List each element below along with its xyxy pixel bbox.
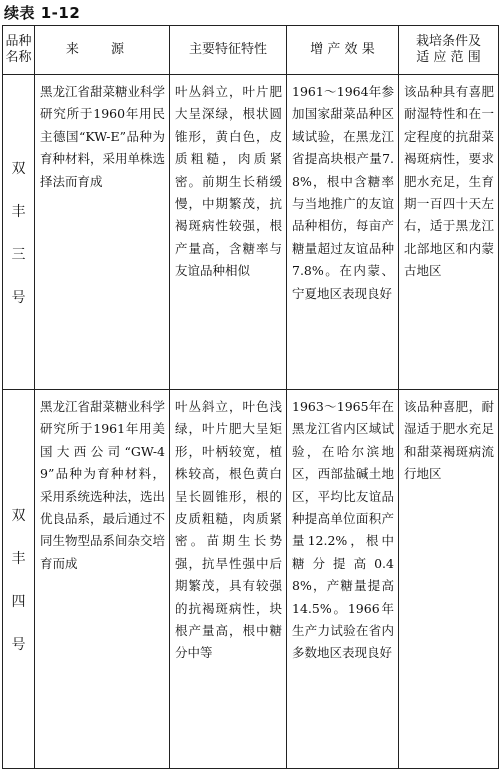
yield-cell: 1963～1965年在黑龙江省内区域试验，在哈尔滨地区，西部盐碱土地区，平均比友谊品种提高单位面积产量12.2%，根中糖分提高0.48%，产糖量提高14.5%。1966年生产力试验在省内多数地区表现良好 bbox=[287, 390, 399, 769]
header-source: 来 源 bbox=[35, 26, 170, 75]
header-cultivation: 栽培条件及 适 应 范 围 bbox=[399, 26, 499, 75]
table-row bbox=[3, 75, 499, 390]
variety-name-cell: 双 丰 三 号 bbox=[3, 75, 35, 390]
source-cell: 黑龙江省甜菜糖业科学研究所于1960年用民主德国“KW-E”品种为育种材料，采用单株选择法而育成 bbox=[35, 75, 170, 390]
header-row bbox=[3, 26, 499, 75]
traits-cell: 叶丛斜立，叶片肥大呈深绿，根状圆锥形，黄白色，皮质粗糙，肉质紧密。前期生长稍缓慢，中期繁茂，抗褐斑病性较强，根产量高，含糖率与友谊品种相似 bbox=[170, 75, 287, 390]
cultivation-cell: 该品种具有喜肥耐湿特性和在一定程度的抗甜菜褐斑病性，要求肥水充足，生育期一百四十天左右，适于黑龙江北部地区和内蒙古地区 bbox=[399, 75, 499, 390]
header-yield: 增 产 效 果 bbox=[287, 26, 399, 75]
variety-name-cell: 双 丰 四 号 bbox=[3, 390, 35, 769]
yield-cell: 1961～1964年参加国家甜菜品种区域试验，在黑龙江省提高块根产量7.8%，根中含糖率与当地推广的友谊品种相仿，每亩产糖量超过友谊品种7.8%。在内蒙、宁夏地区表现良好 bbox=[287, 75, 399, 390]
traits-cell: 叶丛斜立，叶色浅绿，叶片肥大呈矩形，叶柄较宽，植株较高，根色黄白呈长圆锥形，根的皮质粗糙，肉质紧密。苗期生长势强，抗旱性强中后期繁茂，具有较强的抗褐斑病性，块根产量高，根中糖分中等 bbox=[170, 390, 287, 769]
header-traits: 主要特征特性 bbox=[170, 26, 287, 75]
variety-table bbox=[2, 25, 499, 769]
table-caption: 续表 1-12 bbox=[4, 4, 81, 22]
cultivation-cell: 该品种喜肥，耐湿适于肥水充足和甜菜褐斑病流行地区 bbox=[399, 390, 499, 769]
source-cell: 黑龙江省甜菜糖业科学研究所于1961年用美国大西公司“GW-49”品种为育种材料，采用系统选种法，选出优良品系，最后通过不同生物型品系间杂交培育而成 bbox=[35, 390, 170, 769]
header-variety-name: 品种 名称 bbox=[3, 26, 35, 75]
table-row bbox=[3, 390, 499, 769]
